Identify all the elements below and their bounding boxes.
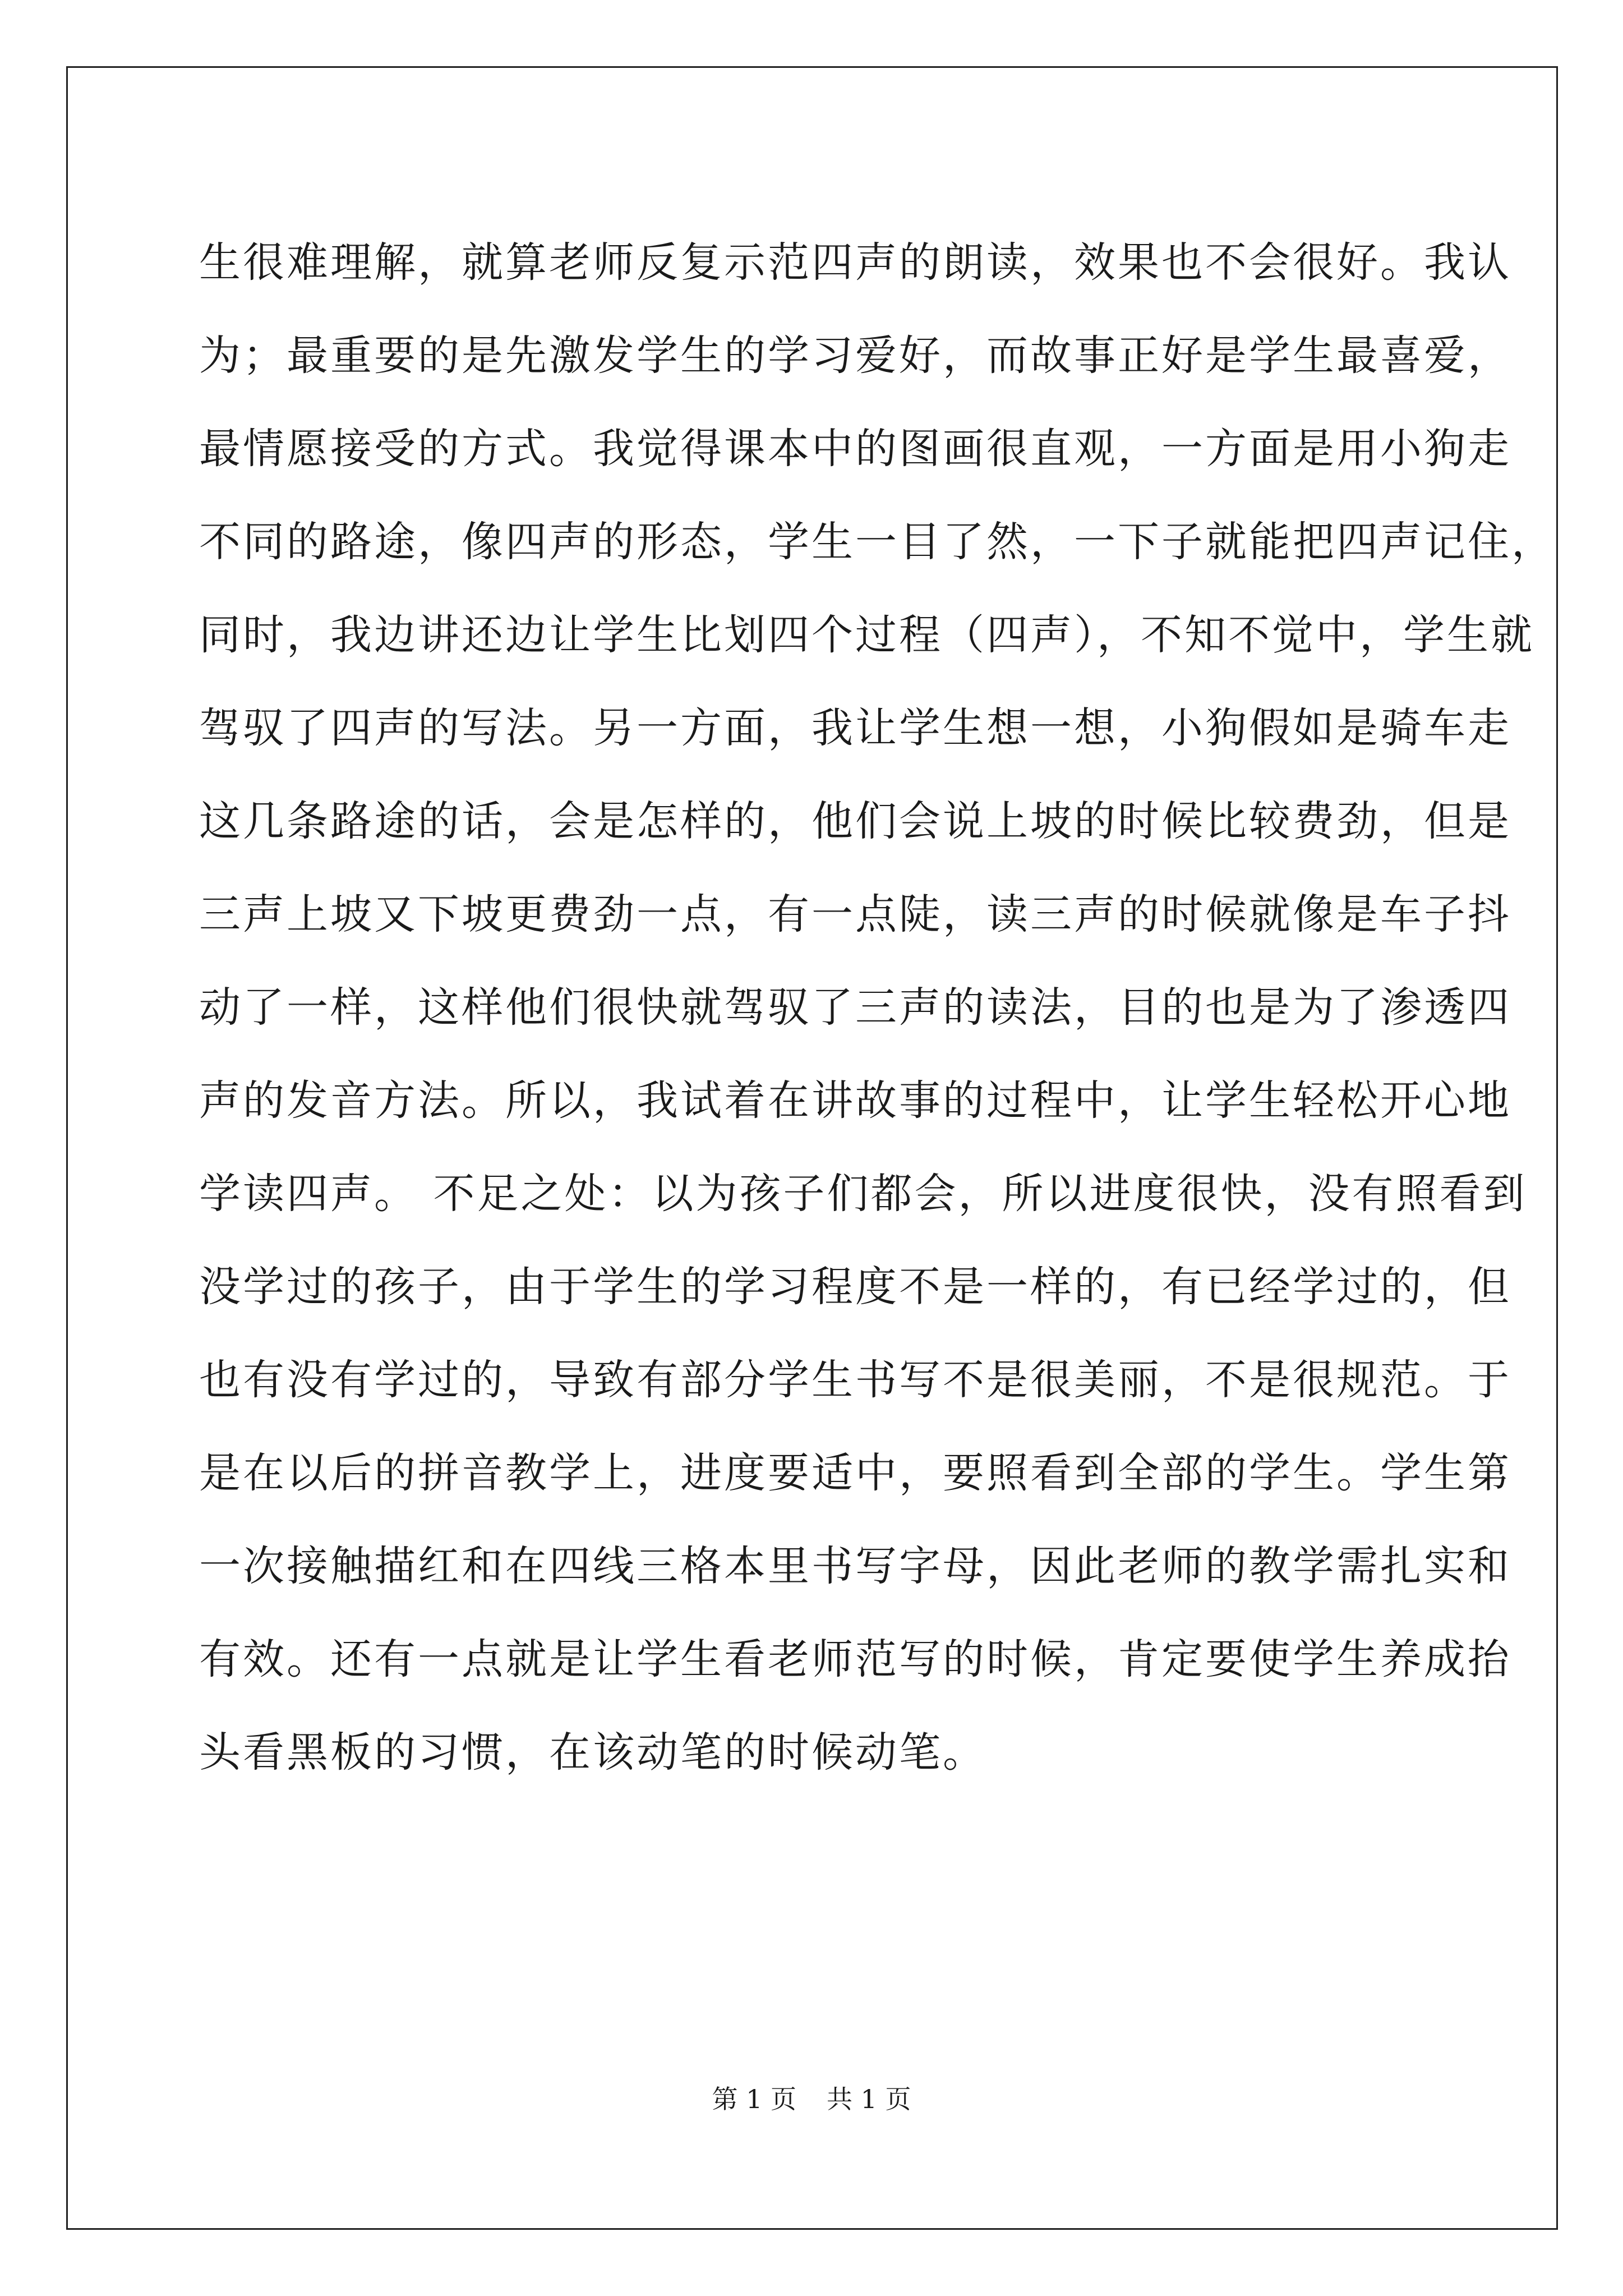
text-line: 动了一样，这样他们很快就驾驭了三声的读法，目的也是为了渗透四 bbox=[199, 983, 1511, 1032]
page-number: 第 1 页 bbox=[712, 2084, 796, 2114]
text-line: 有效。还有一点就是让学生看老师范写的时候，肯定要使学生养成抬 bbox=[199, 1635, 1511, 1683]
text-line: 不同的路途，像四声的形态，学生一目了然，一下子就能把四声记住， bbox=[199, 518, 1555, 566]
text-line: 也有没有学过的，导致有部分学生书写不是很美丽，不是很规范。于 bbox=[199, 1356, 1511, 1404]
text-line: 一次接触描红和在四线三格本里书写字母，因此老师的教学需扎实和 bbox=[199, 1542, 1511, 1590]
page-footer bbox=[0, 2082, 1623, 2116]
text-line: 是在以后的拼音教学上，进度要适中，要照看到全部的学生。学生第 bbox=[199, 1449, 1511, 1497]
text-line: 学读四声。 不足之处：以为孩子们都会，所以进度很快，没有照看到 bbox=[199, 1170, 1527, 1218]
document-body bbox=[199, 216, 1555, 1799]
text-line: 没学过的孩子，由于学生的学习程度不是一样的，有已经学过的，但 bbox=[199, 1263, 1511, 1311]
text-line: 这几条路途的话，会是怎样的，他们会说上坡的时候比较费劲，但是 bbox=[199, 797, 1511, 845]
total-pages: 共 1 页 bbox=[827, 2084, 911, 2114]
text-line: 生很难理解，就算老师反复示范四声的朗读，效果也不会很好。我认 bbox=[199, 238, 1511, 287]
text-line: 为；最重要的是先激发学生的学习爱好，而故事正好是学生最喜爱， bbox=[199, 332, 1511, 380]
text-line: 最情愿接受的方式。我觉得课本中的图画很直观，一方面是用小狗走 bbox=[199, 425, 1511, 473]
text-line: 声的发音方法。所以，我试着在讲故事的过程中，让学生轻松开心地 bbox=[199, 1076, 1511, 1125]
text-line: 驾驭了四声的写法。另一方面，我让学生想一想，小狗假如是骑车走 bbox=[199, 704, 1511, 752]
text-line: 同时，我边讲还边让学生比划四个过程（四声），不知不觉中，学生就 bbox=[199, 611, 1534, 659]
text-line: 三声上坡又下坡更费劲一点，有一点陡，读三声的时候就像是车子抖 bbox=[199, 890, 1511, 938]
text-line: 头看黑板的习惯，在该动笔的时候动笔。 bbox=[199, 1728, 986, 1777]
